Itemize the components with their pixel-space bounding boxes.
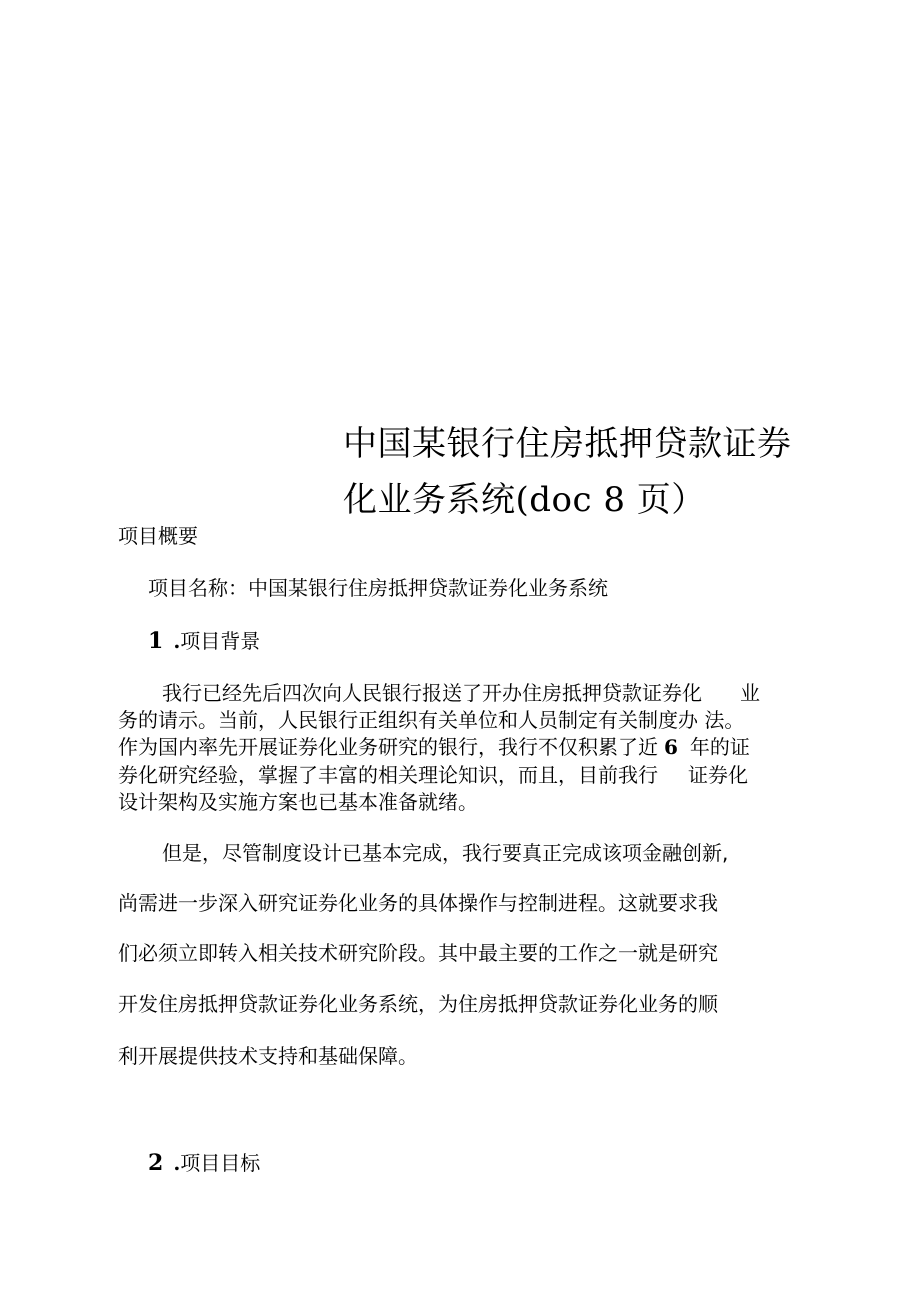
paragraph-1-line-4-text-b: 证券化: [688, 763, 748, 787]
section-heading-2: [148, 1150, 260, 1176]
paragraph-2-line-4: 开发住房抵押贷款证券化业务系统，为住房抵押贷款证券化业务的顺: [118, 992, 718, 1016]
paragraph-1-line-3-text-b: 年的证: [689, 735, 750, 759]
section-dot: .: [173, 1151, 181, 1175]
paragraph-2-line-2: 尚需进一步深入研究证券化业务的具体操作与控制进程。这就要求我: [118, 891, 718, 915]
section-number: 2: [148, 1150, 164, 1176]
paragraph-1-line-1: [162, 680, 760, 706]
paragraph-2-line-5: 利开展提供技术支持和基础保障。: [118, 1044, 418, 1068]
paragraph-1-line-3-text-a: 作为国内率先开展证券化业务研究的银行，我行不仅积累了近: [118, 735, 658, 759]
overview-heading: 项目概要: [118, 524, 198, 548]
paragraph-2-line-3: 们必须立即转入相关技术研究阶段。其中最主要的工作之一就是研究: [118, 941, 718, 965]
paragraph-1-line-4: [118, 762, 748, 788]
paragraph-1-line-3: [118, 734, 750, 760]
paragraph-1-line-1-text-b: 业: [740, 681, 760, 705]
paragraph-2-line-1: 但是，尽管制度设计已基本完成，我行要真正完成该项金融创新,: [162, 841, 729, 865]
paragraph-1-line-4-text-a: 券化研究经验，掌握了丰富的相关理论知识，而且，目前我行: [118, 763, 658, 787]
paragraph-1-line-3-number: 6: [664, 735, 678, 759]
section-heading-1: [148, 628, 260, 654]
paragraph-1-line-5: 设计架构及实施方案也已基本准备就绪。: [118, 790, 478, 814]
document-title-line-1: 中国某银行住房抵押贷款证券: [343, 424, 792, 464]
paragraph-1-line-2: 务的请示。当前，人民银行正组织有关单位和人员制定有关制度办 法。: [118, 708, 745, 732]
section-title: 项目目标: [180, 1151, 261, 1175]
paragraph-1-line-1-text-a: 我行已经先后四次向人民银行报送了开办住房抵押贷款证券化: [162, 681, 702, 705]
project-name: 项目名称：中国某银行住房抵押贷款证券化业务系统: [148, 576, 608, 600]
document-title-line-2: 化业务系统(doc 8 页）: [343, 480, 706, 520]
section-dot: .: [173, 629, 181, 653]
section-number: 1: [148, 628, 164, 654]
section-title: 项目背景: [180, 629, 261, 653]
